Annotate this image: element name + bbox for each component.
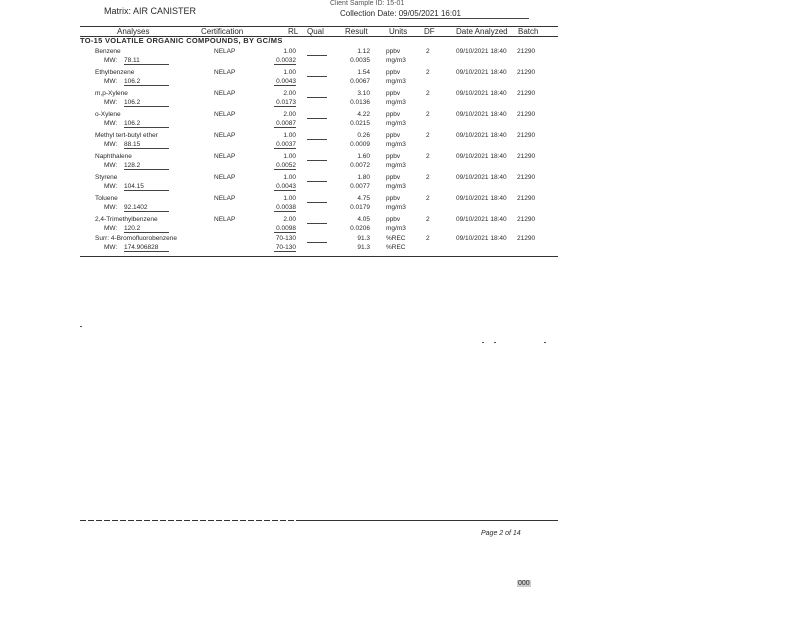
rl-value: 1.00 <box>283 69 296 76</box>
qualifier-field <box>307 153 327 161</box>
mw-value: 128.2 <box>124 162 169 170</box>
certification-value: NELAP <box>214 216 236 223</box>
rl-secondary-value: 0.0037 <box>274 141 296 149</box>
certification-value: NELAP <box>214 132 236 139</box>
table-row <box>0 132 800 140</box>
table-row <box>0 153 800 161</box>
analyte-name: 2,4-Trimethylbenzene <box>95 216 158 223</box>
date-analyzed-value: 09/10/2021 18:40 <box>456 195 507 202</box>
date-analyzed-value: 09/10/2021 18:40 <box>456 174 507 181</box>
qualifier-field <box>307 48 327 56</box>
col-units: Units <box>389 27 408 36</box>
mw-label: MW: <box>104 244 118 251</box>
table-row-secondary <box>0 225 800 233</box>
analyte-name: Ethylbenzene <box>95 69 135 76</box>
rl-value: 1.00 <box>283 48 296 55</box>
analyte-name: Toluene <box>95 195 118 202</box>
certification-value: NELAP <box>214 153 236 160</box>
col-analyses: Analyses <box>117 27 150 36</box>
section-title: TO-15 VOLATILE ORGANIC COMPOUNDS, BY GC/MS <box>80 36 283 45</box>
certification-value: NELAP <box>214 195 236 202</box>
date-analyzed-value: 09/10/2021 18:40 <box>456 111 507 118</box>
scan-speck <box>544 342 546 343</box>
rl-secondary-value: 0.0038 <box>274 204 296 212</box>
df-value: 2 <box>426 195 430 202</box>
rl-secondary-value: 0.0043 <box>274 78 296 86</box>
table-row <box>0 90 800 98</box>
table-bottom-rule <box>80 256 558 257</box>
rl-secondary-value: 0.0043 <box>274 183 296 191</box>
rl-value: 1.00 <box>283 153 296 160</box>
units-value: ppbv <box>386 90 401 97</box>
rl-secondary-value: 0.0032 <box>274 57 296 65</box>
stamp-mark: 000 <box>518 580 530 587</box>
analyte-name: Methyl tert-butyl ether <box>95 132 158 139</box>
df-value: 2 <box>426 235 430 242</box>
mw-value: 106.2 <box>124 99 169 107</box>
mw-label: MW: <box>104 78 118 85</box>
table-row <box>0 235 800 243</box>
table-row <box>0 48 800 56</box>
mw-label: MW: <box>104 183 118 190</box>
collection-date-value: 09/05/2021 16:01 <box>399 9 529 19</box>
units-value: ppbv <box>386 153 401 160</box>
units-secondary-value: mg/m3 <box>386 183 406 190</box>
mw-value: 120.2 <box>124 225 169 233</box>
df-value: 2 <box>426 90 430 97</box>
table-row-secondary <box>0 99 800 107</box>
batch-value: 21290 <box>517 216 536 223</box>
mw-value: 104.15 <box>124 183 169 191</box>
analyte-name: Styrene <box>95 174 118 181</box>
certification-value: NELAP <box>214 69 236 76</box>
result-secondary-value: 0.0009 <box>350 141 370 148</box>
mw-value: 106.2 <box>124 120 169 128</box>
col-qual: Qual <box>307 27 324 36</box>
df-value: 2 <box>426 216 430 223</box>
batch-value: 21290 <box>517 48 536 55</box>
result-secondary-value: 91.3 <box>357 244 370 251</box>
table-row-secondary <box>0 78 800 86</box>
table-row-secondary <box>0 183 800 191</box>
table-row-secondary <box>0 141 800 149</box>
table-row <box>0 69 800 77</box>
units-secondary-value: mg/m3 <box>386 78 406 85</box>
rl-secondary-value: 0.0052 <box>274 162 296 170</box>
units-value: ppbv <box>386 174 401 181</box>
mw-value: 174.906828 <box>124 244 169 252</box>
analyte-name: Benzene <box>95 48 121 55</box>
batch-value: 21290 <box>517 90 536 97</box>
scan-speck <box>80 326 82 327</box>
mw-label: MW: <box>104 57 118 64</box>
mw-value: 106.2 <box>124 78 169 86</box>
df-value: 2 <box>426 48 430 55</box>
batch-value: 21290 <box>517 174 536 181</box>
result-secondary-value: 0.0179 <box>350 204 370 211</box>
units-value: ppbv <box>386 195 401 202</box>
table-row <box>0 195 800 203</box>
date-analyzed-value: 09/10/2021 18:40 <box>456 69 507 76</box>
units-value: %REC <box>386 235 406 242</box>
mw-label: MW: <box>104 120 118 127</box>
collection-date-label: Collection Date: <box>340 9 397 18</box>
result-value: 1.54 <box>357 69 370 76</box>
date-analyzed-value: 09/10/2021 18:40 <box>456 132 507 139</box>
rl-secondary-value: 0.0098 <box>274 225 296 233</box>
result-secondary-value: 0.0136 <box>350 99 370 106</box>
table-row <box>0 216 800 224</box>
rl-value: 70-130 <box>275 235 296 242</box>
df-value: 2 <box>426 153 430 160</box>
df-value: 2 <box>426 111 430 118</box>
mw-value: 92.1402 <box>124 204 169 212</box>
table-row-secondary <box>0 244 800 252</box>
rl-secondary-value: 0.0173 <box>274 99 296 107</box>
units-secondary-value: mg/m3 <box>386 204 406 211</box>
rl-value: 2.00 <box>283 111 296 118</box>
date-analyzed-value: 09/10/2021 18:40 <box>456 90 507 97</box>
result-secondary-value: 0.0206 <box>350 225 370 232</box>
qualifier-field <box>307 69 327 77</box>
footer-rule-right <box>302 520 558 521</box>
df-value: 2 <box>426 132 430 139</box>
qualifier-field <box>307 235 327 243</box>
batch-value: 21290 <box>517 235 536 242</box>
df-value: 2 <box>426 69 430 76</box>
units-value: ppbv <box>386 216 401 223</box>
rl-value: 1.00 <box>283 195 296 202</box>
page-number: Page 2 of 14 <box>481 530 521 537</box>
result-value: 1.60 <box>357 153 370 160</box>
matrix-label: Matrix: AIR CANISTER <box>104 6 197 16</box>
collection-date <box>340 9 529 19</box>
result-value: 4.05 <box>357 216 370 223</box>
mw-label: MW: <box>104 141 118 148</box>
units-secondary-value: mg/m3 <box>386 99 406 106</box>
qualifier-field <box>307 195 327 203</box>
result-value: 91.3 <box>357 235 370 242</box>
col-certification: Certification <box>201 27 244 36</box>
certification-value: NELAP <box>214 111 236 118</box>
analyte-name: Naphthalene <box>95 153 132 160</box>
result-value: 1.80 <box>357 174 370 181</box>
batch-value: 21290 <box>517 153 536 160</box>
result-secondary-value: 0.0072 <box>350 162 370 169</box>
date-analyzed-value: 09/10/2021 18:40 <box>456 153 507 160</box>
mw-label: MW: <box>104 99 118 106</box>
result-secondary-value: 0.0215 <box>350 120 370 127</box>
analyte-name: m,p-Xylene <box>95 90 128 97</box>
units-secondary-value: mg/m3 <box>386 162 406 169</box>
qualifier-field <box>307 111 327 119</box>
scan-speck <box>494 342 496 343</box>
rl-secondary-value: 70-130 <box>275 244 296 251</box>
result-secondary-value: 0.0035 <box>350 57 370 64</box>
batch-value: 21290 <box>517 132 536 139</box>
col-result: Result <box>345 27 368 36</box>
col-rl: RL <box>288 27 299 36</box>
rl-value: 1.00 <box>283 132 296 139</box>
footer-rule-left <box>80 520 302 521</box>
certification-value: NELAP <box>214 90 236 97</box>
mw-label: MW: <box>104 204 118 211</box>
units-secondary-value: mg/m3 <box>386 120 406 127</box>
units-secondary-value: mg/m3 <box>386 225 406 232</box>
units-value: ppbv <box>386 48 401 55</box>
table-row-secondary <box>0 120 800 128</box>
units-secondary-value: mg/m3 <box>386 57 406 64</box>
analyte-name: o-Xylene <box>95 111 121 118</box>
df-value: 2 <box>426 174 430 181</box>
table-row <box>0 174 800 182</box>
result-value: 4.75 <box>357 195 370 202</box>
col-date-analyzed: Date Analyzed <box>456 27 508 36</box>
scan-speck <box>482 342 484 343</box>
mw-value: 88.15 <box>124 141 169 149</box>
date-analyzed-value: 09/10/2021 18:40 <box>456 48 507 55</box>
units-value: ppbv <box>386 132 401 139</box>
mw-label: MW: <box>104 162 118 169</box>
table-row-secondary <box>0 162 800 170</box>
qualifier-field <box>307 216 327 224</box>
mw-label: MW: <box>104 225 118 232</box>
units-secondary-value: mg/m3 <box>386 141 406 148</box>
qualifier-field <box>307 90 327 98</box>
result-secondary-value: 0.0067 <box>350 78 370 85</box>
units-value: ppbv <box>386 69 401 76</box>
result-value: 4.22 <box>357 111 370 118</box>
result-value: 3.10 <box>357 90 370 97</box>
rl-value: 1.00 <box>283 174 296 181</box>
batch-value: 21290 <box>517 111 536 118</box>
units-secondary-value: %REC <box>386 244 406 251</box>
certification-value: NELAP <box>214 174 236 181</box>
table-row-secondary <box>0 57 800 65</box>
mw-value: 78.11 <box>124 57 169 65</box>
batch-value: 21290 <box>517 195 536 202</box>
date-analyzed-value: 09/10/2021 18:40 <box>456 216 507 223</box>
result-secondary-value: 0.0077 <box>350 183 370 190</box>
result-value: 1.12 <box>357 48 370 55</box>
date-analyzed-value: 09/10/2021 18:40 <box>456 235 507 242</box>
table-row <box>0 111 800 119</box>
col-batch: Batch <box>518 27 539 36</box>
result-value: 0.26 <box>357 132 370 139</box>
analyte-name: Surr: 4-Bromofluorobenzene <box>95 235 178 242</box>
rl-value: 2.00 <box>283 216 296 223</box>
rl-secondary-value: 0.0087 <box>274 120 296 128</box>
qualifier-field <box>307 174 327 182</box>
client-sample-id: Client Sample ID: 15-01 <box>330 0 405 7</box>
batch-value: 21290 <box>517 69 536 76</box>
col-df: DF <box>424 27 435 36</box>
rl-value: 2.00 <box>283 90 296 97</box>
qualifier-field <box>307 132 327 140</box>
certification-value: NELAP <box>214 48 236 55</box>
units-value: ppbv <box>386 111 401 118</box>
table-row-secondary <box>0 204 800 212</box>
